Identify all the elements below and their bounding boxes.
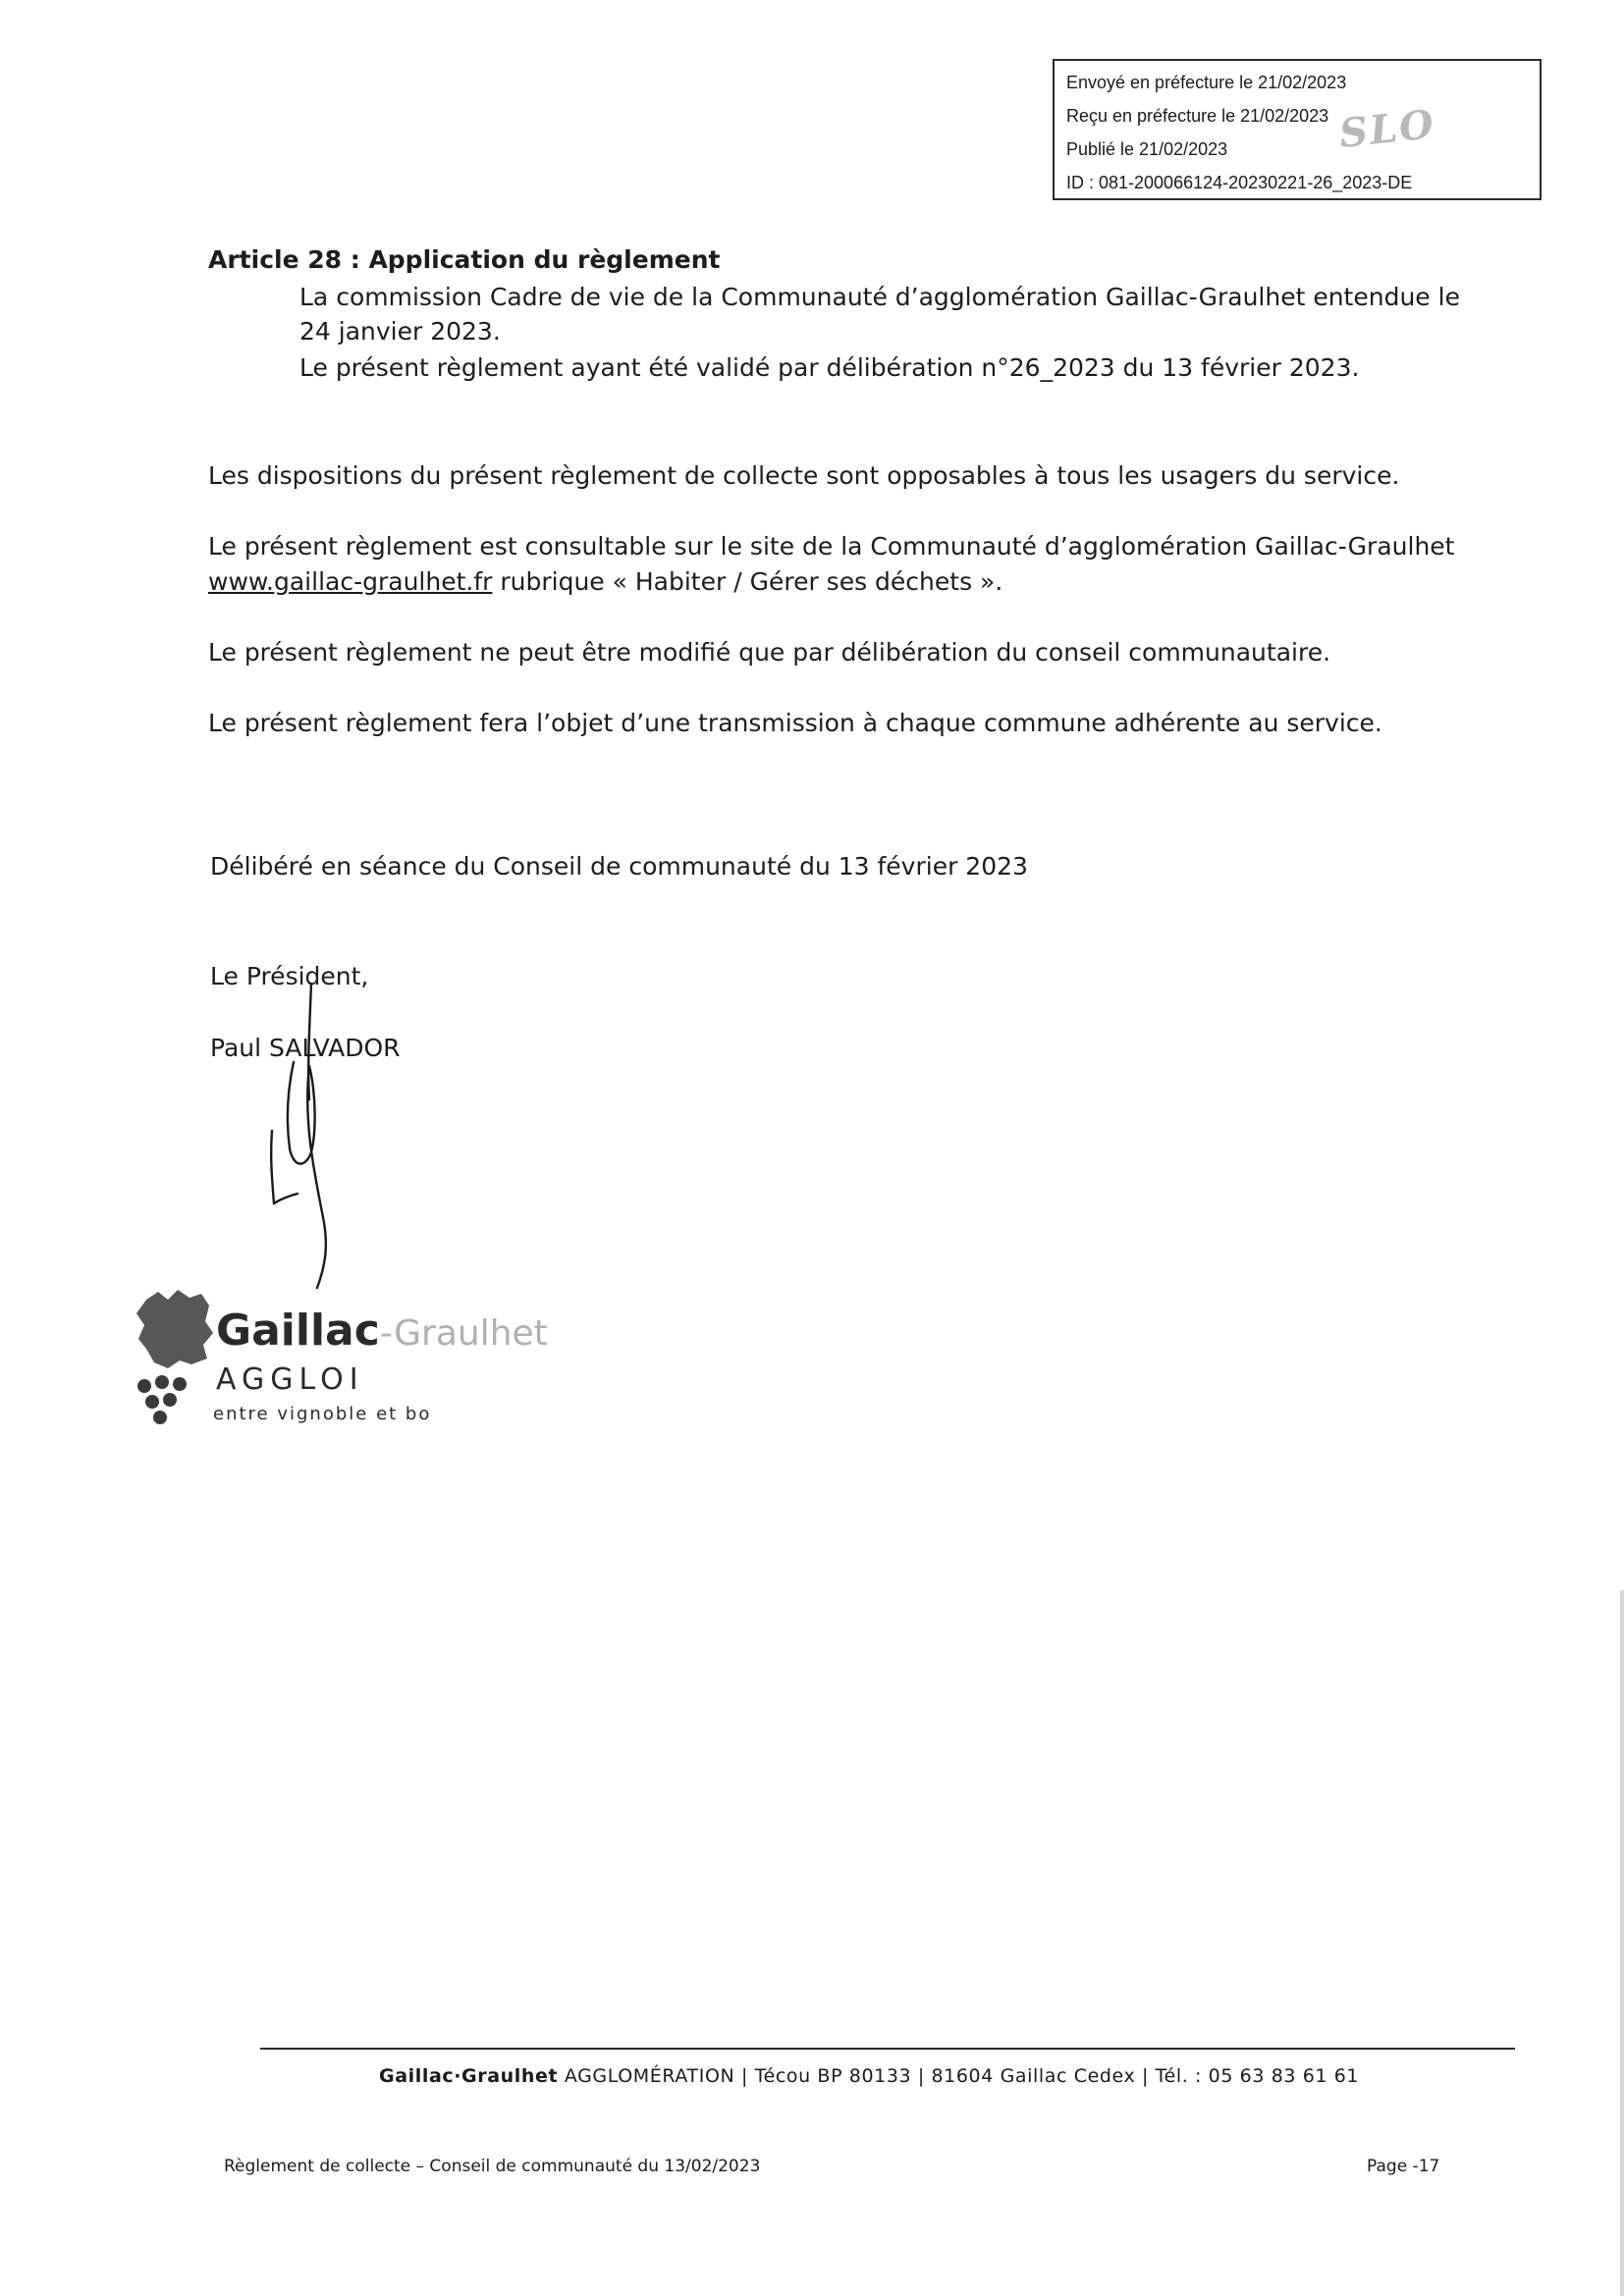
paragraph-transmission: Le présent règlement fera l’objet d’une transmission à chaque commune adhérente au service. (208, 709, 1382, 737)
article-line-3: Le présent règlement ayant été validé par délibération n°26_2023 du 13 février 2023. (299, 353, 1360, 382)
footer-document-title: Règlement de collecte – Conseil de communauté du 13/02/2023 (224, 2157, 761, 2176)
article-heading: Article 28 : Application du règlement (208, 245, 721, 274)
logo-tagline: entre vignoble et bo (213, 1404, 432, 1424)
footer-address: Gaillac·Graulhet AGGLOMÉRATION | Técou BP 80133 | 81604 Gaillac Cedex | Tél. : 05 63 83 61 61 (379, 2065, 1360, 2087)
prefecture-stamp (1053, 59, 1542, 200)
paragraph-consultable-cont (208, 567, 1002, 596)
stamp-received-date: Reçu en préfecture le 21/02/2023 (1066, 106, 1329, 126)
stamp-id: ID : 081-200066124-20230221-26_2023-DE (1066, 173, 1413, 192)
signatory-name: Paul SALVADOR (210, 1034, 401, 1062)
rubrique-text: rubrique « Habiter / Gérer ses déchets ». (492, 567, 1003, 596)
footer-page-number: Page -17 (1367, 2157, 1440, 2176)
logo-title: Gaillac-Graulhet (216, 1306, 548, 1356)
stamp-sent-date: Envoyé en préfecture le 21/02/2023 (1066, 73, 1347, 92)
grape-map-icon (133, 1286, 221, 1433)
website-link[interactable]: www.gaillac-graulhet.fr (208, 567, 493, 596)
paragraph-modification: Le présent règlement ne peut être modifié que par délibération du conseil communautaire. (208, 638, 1331, 667)
paragraph-opposable: Les dispositions du présent règlement de collecte sont opposables à tous les usagers du service. (208, 461, 1400, 490)
scan-edge (1620, 1590, 1624, 2296)
article-line-2: 24 janvier 2023. (299, 317, 501, 346)
deliberation-line: Délibéré en séance du Conseil de communauté du 13 février 2023 (210, 852, 1028, 881)
signatory-title: Le Président, (210, 962, 369, 990)
handwritten-signature (250, 972, 368, 1296)
stamp-published-date: Publié le 21/02/2023 (1066, 139, 1228, 159)
paragraph-consultable: Le présent règlement est consultable sur le site de la Communauté d’agglomération Gaillac-Graulhet (208, 532, 1455, 561)
stamp-initials: SLO (1336, 101, 1438, 157)
agglomeration-logo (133, 1286, 565, 1433)
footer-divider (260, 2048, 1515, 2050)
logo-subtitle: AGGLOI (216, 1362, 364, 1397)
article-line-1: La commission Cadre de vie de la Communauté d’agglomération Gaillac-Graulhet entendue le (299, 283, 1460, 311)
